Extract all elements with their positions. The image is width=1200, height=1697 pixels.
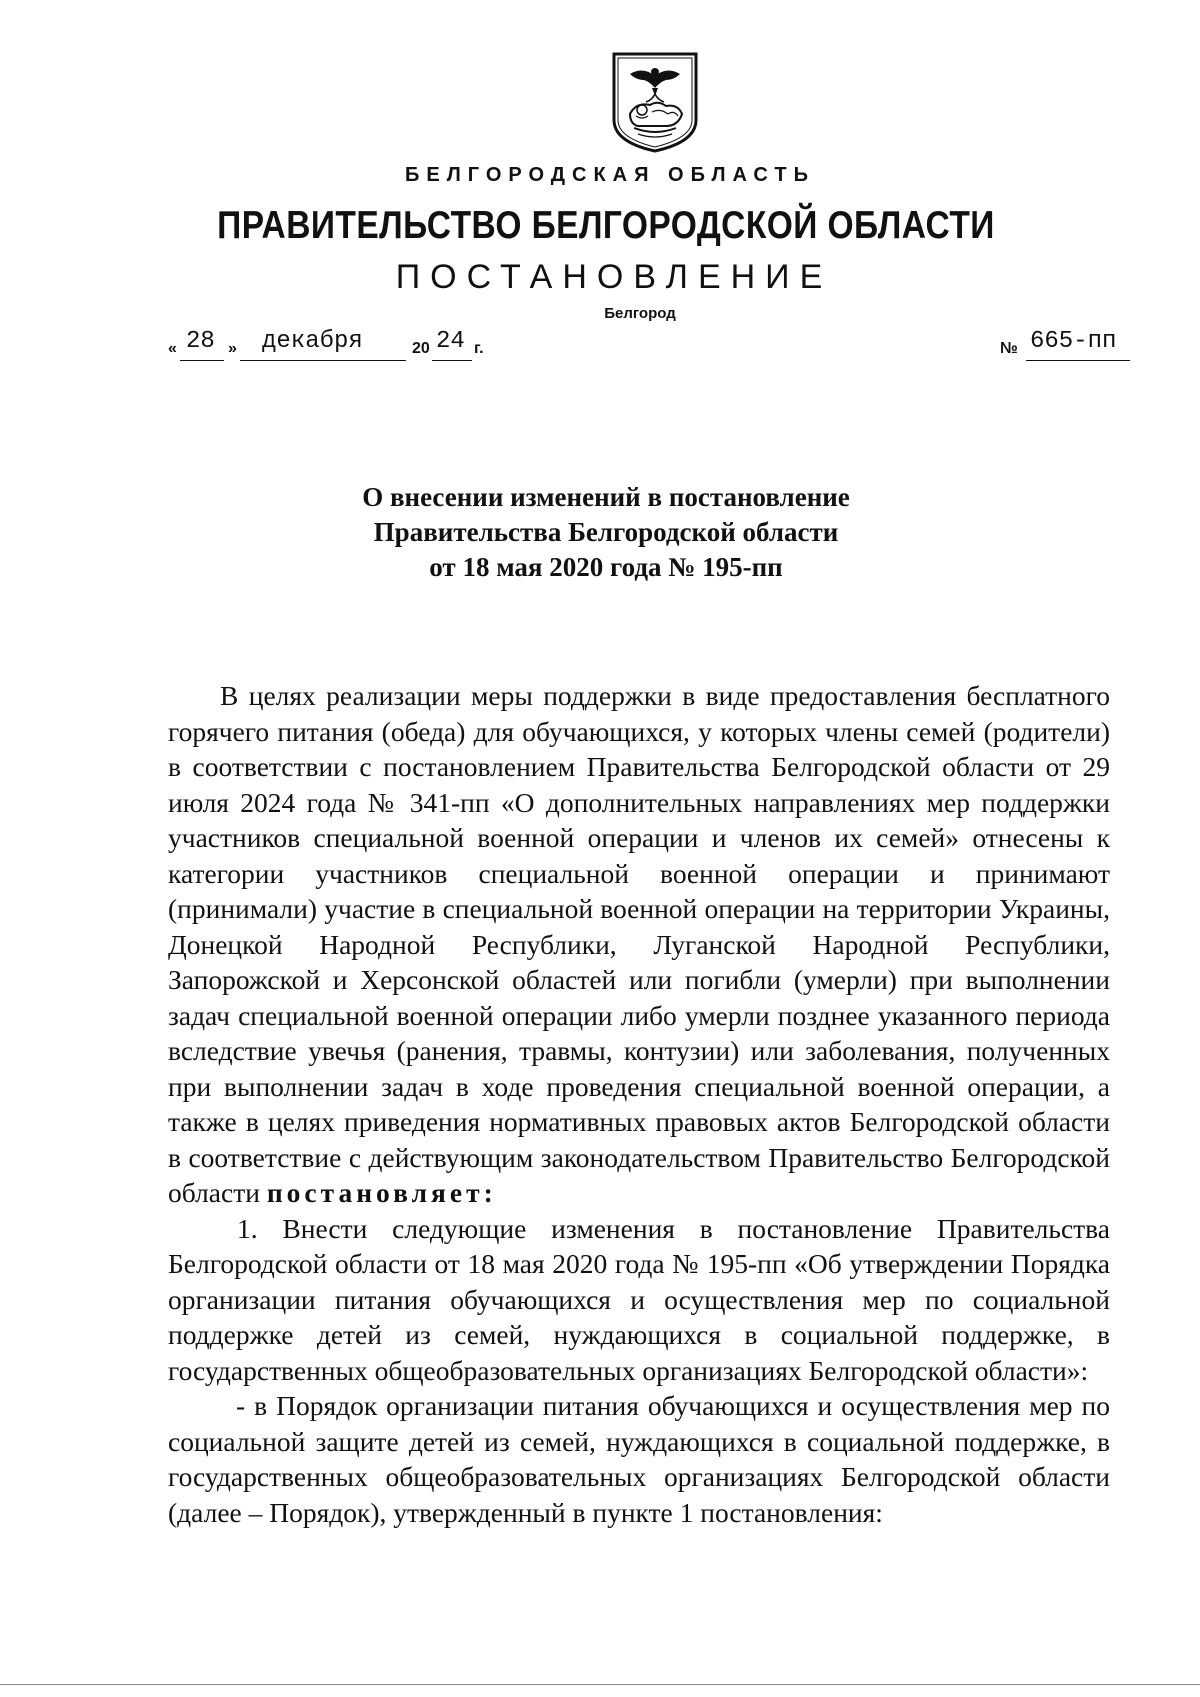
title-line-1: О внесении изменений в постановление <box>362 482 850 512</box>
date-close-quote: » <box>228 340 237 357</box>
year-underline <box>432 360 472 361</box>
date-year-prefix: 20 <box>412 340 430 357</box>
coat-of-arms-emblem <box>608 50 702 154</box>
day-underline <box>180 360 224 361</box>
document-body <box>168 678 1110 1530</box>
date-month: декабря <box>262 328 363 355</box>
document-title <box>6 480 1200 585</box>
month-underline <box>240 360 406 361</box>
number-value: 665-пп <box>1030 328 1117 355</box>
title-line-2: Правительства Белгородской области <box>373 517 839 547</box>
city-name: Белгород <box>604 305 676 322</box>
decree-word: постановляет: <box>266 1177 497 1208</box>
preamble-paragraph <box>168 678 1110 1211</box>
date-day: 28 <box>186 328 215 355</box>
page-bottom-edge <box>0 1684 1200 1685</box>
item-1-paragraph: 1. Внести следующие изменения в постановление Правительства Белгородской области от 18 мая 2020 года № 195-пп «Об утверждении Порядка организации питания обучающихся и осуществления мер по социальной поддержке детей из семей, нуждающихся в социальной поддержке, в государственных общеобразовательных организациях Белгородской области»: <box>168 1212 1110 1386</box>
title-line-3: от 18 мая 2020 года № 195-пп <box>429 552 783 582</box>
preamble-text: В целях реализации меры поддержки в виде предоставления бесплатного горячего питания (обеда) для обучающихся, у которых члены семей (родители) в соответствии с постановлением Правительства Белгородской области от 29 июля 2024 года № 341-пп «О дополнительных направлениях мер поддержки участников специальной военной операции и членов их семей» отнесены к категории участников специальной военной операции и принимают (принимали) участие в специальной военной операции на территории Украины, Донецкой Народной Республики, Луганской Народной Республики, Запорожской и Херсонской областей или погибли (умерли) при выполнении задач специальной военной операции либо умерли позднее указанного периода вследствие увечья (ранения, травмы, контузии) или заболевания, полученных при выполнении задач в ходе проведения специальной военной операции, а также в целях приведения нормативных правовых актов Белгородской области в соответствие с действующим законодательством Правительство Белгородской области <box>168 680 1110 1208</box>
region-name: БЕЛГОРОДСКАЯ ОБЛАСТЬ <box>405 164 815 186</box>
date-year-suffix: 24 <box>436 328 465 355</box>
bullet-1-paragraph: - в Порядок организации питания обучающихся и осуществления мер по социальной защите детей из семей, нуждающихся в социальной поддержке, в государственных общеобразовательных организациях Белгородской области (далее – Порядок), утвержденный в пункте 1 постановления: <box>168 1390 1110 1528</box>
document-type: ПОСТАНОВЛЕНИЕ <box>395 258 833 296</box>
date-year-abbr: г. <box>474 340 484 357</box>
government-name: ПРАВИТЕЛЬСТВО БЕЛГОРОДСКОЙ ОБЛАСТИ <box>217 204 995 247</box>
number-sign: № <box>1000 340 1018 357</box>
date-open-quote: « <box>168 340 177 357</box>
number-underline <box>1026 360 1130 361</box>
document-number <box>1000 326 1130 362</box>
